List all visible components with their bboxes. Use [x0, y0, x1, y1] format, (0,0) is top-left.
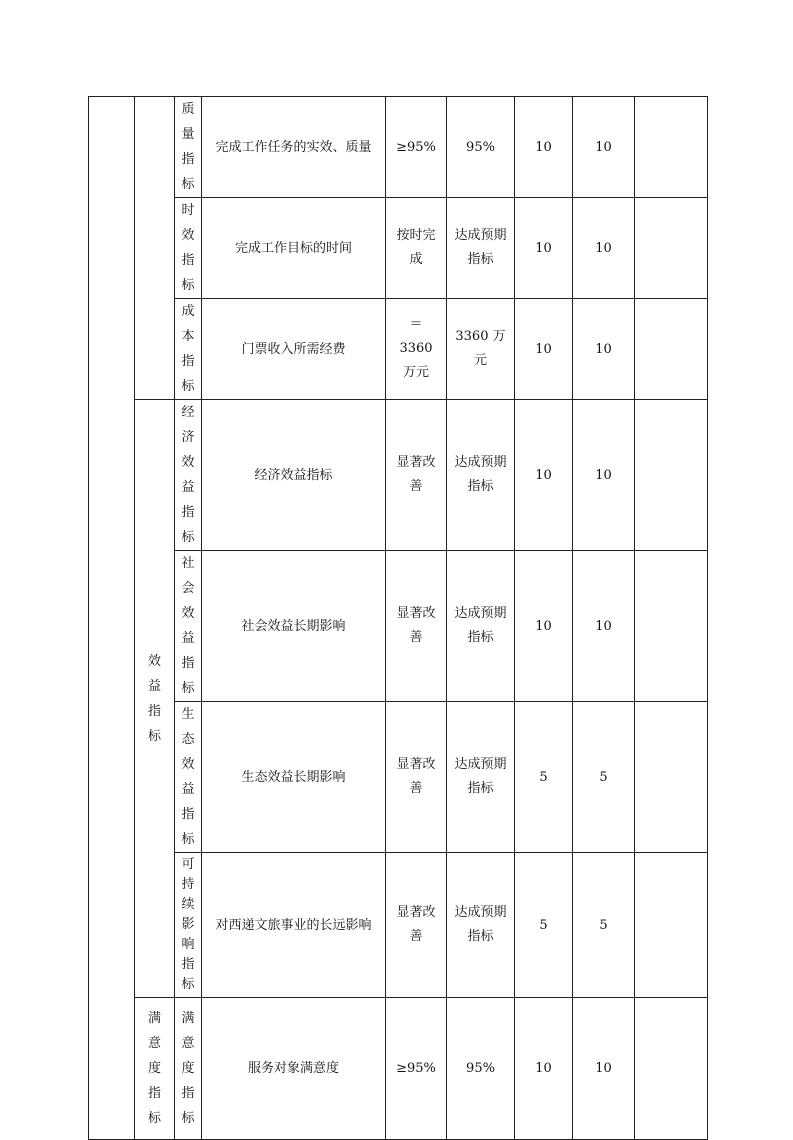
- weight-cell: 5: [515, 853, 573, 998]
- performance-indicator-table: [88, 96, 708, 1140]
- table-row: [89, 97, 708, 198]
- score-cell: 5: [573, 853, 635, 998]
- weight-cell: 5: [515, 702, 573, 853]
- weight-cell: 10: [515, 998, 573, 1140]
- table-row: [89, 702, 708, 853]
- score-cell: 10: [573, 97, 635, 198]
- level3-indicator-cell: 生态效益指标: [175, 702, 202, 853]
- level2-indicator-cell: [135, 97, 175, 400]
- actual-value-cell: 达成预期指标: [447, 551, 515, 702]
- target-value-cell: ＝3360万元: [386, 299, 447, 400]
- weight-cell: 10: [515, 551, 573, 702]
- target-value-cell: ≥95%: [386, 97, 447, 198]
- table-row: [89, 551, 708, 702]
- actual-value-cell: 95%: [447, 998, 515, 1140]
- note-cell: [635, 702, 708, 853]
- actual-value-cell: 达成预期指标: [447, 702, 515, 853]
- indicator-name-cell: 经济效益指标: [202, 400, 386, 551]
- weight-cell: 10: [515, 400, 573, 551]
- target-value-cell: 按时完成: [386, 198, 447, 299]
- level2-indicator-cell: 满意度指标: [135, 998, 175, 1140]
- weight-cell: 10: [515, 198, 573, 299]
- target-value-cell: 显著改善: [386, 551, 447, 702]
- level3-indicator-cell: 社会效益指标: [175, 551, 202, 702]
- note-cell: [635, 299, 708, 400]
- level3-indicator-cell: 时效指标: [175, 198, 202, 299]
- score-cell: 10: [573, 400, 635, 551]
- weight-cell: 10: [515, 299, 573, 400]
- note-cell: [635, 551, 708, 702]
- level3-indicator-cell: 经济效益指标: [175, 400, 202, 551]
- indicator-name-cell: 社会效益长期影响: [202, 551, 386, 702]
- level3-indicator-cell: 质量指标: [175, 97, 202, 198]
- indicator-name-cell: 完成工作任务的实效、质量: [202, 97, 386, 198]
- table-row: [89, 299, 708, 400]
- indicator-name-cell: 门票收入所需经费: [202, 299, 386, 400]
- level3-indicator-cell: 可持续影响指标: [175, 853, 202, 998]
- table-row: [89, 198, 708, 299]
- note-cell: [635, 97, 708, 198]
- score-cell: 5: [573, 702, 635, 853]
- actual-value-cell: 达成预期指标: [447, 198, 515, 299]
- level3-indicator-cell: 满意度指标: [175, 998, 202, 1140]
- table-row: [89, 998, 708, 1140]
- note-cell: [635, 998, 708, 1140]
- target-value-cell: 显著改善: [386, 853, 447, 998]
- indicator-name-cell: 生态效益长期影响: [202, 702, 386, 853]
- score-cell: 10: [573, 299, 635, 400]
- table-row: [89, 853, 708, 998]
- note-cell: [635, 853, 708, 998]
- actual-value-cell: 3360 万元: [447, 299, 515, 400]
- note-cell: [635, 400, 708, 551]
- score-cell: 10: [573, 998, 635, 1140]
- weight-cell: 10: [515, 97, 573, 198]
- table-row: [89, 400, 708, 551]
- actual-value-cell: 95%: [447, 97, 515, 198]
- actual-value-cell: 达成预期指标: [447, 853, 515, 998]
- score-cell: 10: [573, 551, 635, 702]
- target-value-cell: ≥95%: [386, 998, 447, 1140]
- actual-value-cell: 达成预期指标: [447, 400, 515, 551]
- target-value-cell: 显著改善: [386, 702, 447, 853]
- indicator-name-cell: 完成工作目标的时间: [202, 198, 386, 299]
- target-value-cell: 显著改善: [386, 400, 447, 551]
- level2-indicator-cell: 效益指标: [135, 400, 175, 998]
- level1-indicator-cell: [89, 97, 135, 1140]
- level3-indicator-cell: 成本指标: [175, 299, 202, 400]
- note-cell: [635, 198, 708, 299]
- indicator-name-cell: 对西递文旅事业的长远影响: [202, 853, 386, 998]
- score-cell: 10: [573, 198, 635, 299]
- indicator-name-cell: 服务对象满意度: [202, 998, 386, 1140]
